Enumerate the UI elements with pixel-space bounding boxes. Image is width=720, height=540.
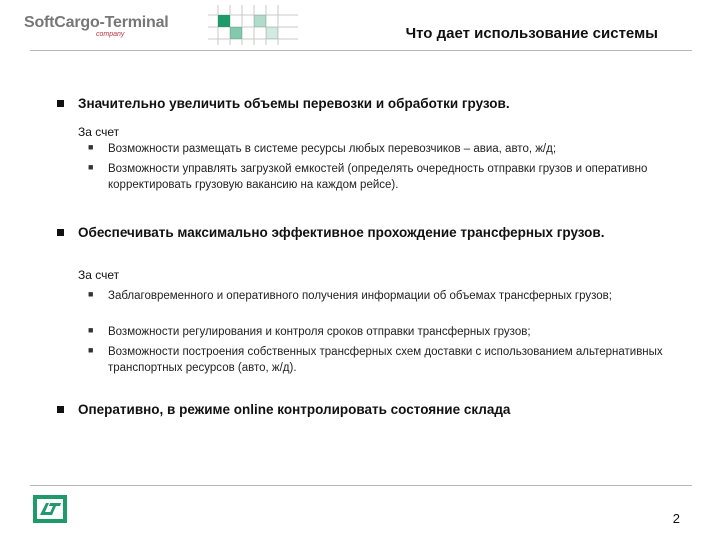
list-item: Возможности размещать в системе ресурсы любых перевозчиков – авиа, авто, ж/д;: [108, 143, 557, 155]
footer-divider: [30, 485, 692, 486]
section-heading: Оперативно, в режиме online контролировать состояние склада: [78, 402, 511, 417]
section-intro: За счет: [78, 268, 120, 282]
sub-bullet-icon: ■: [88, 142, 94, 152]
list-item: Возможности построения собственных трансферных схем доставки с использованием альтернативных транспортных ресурсов (авто, ж/д).: [108, 346, 663, 374]
section-bullet-icon: [57, 100, 64, 107]
section-bullet-icon: [57, 406, 64, 413]
company-logo-icon: [33, 495, 67, 523]
page-number: 2: [672, 511, 680, 526]
list-item: Возможности управлять загрузкой емкостей (определять очередность отправки грузов и оперативно корректировать грузовую вакансию на каждом рейсе).: [108, 163, 648, 191]
logo-text: SoftCargo-Terminal: [24, 14, 169, 31]
sub-bullet-icon: ■: [88, 325, 94, 335]
logo-subtext: company: [96, 31, 125, 38]
title-divider: [30, 50, 692, 51]
sub-bullet-icon: ■: [88, 162, 94, 172]
section-heading: Обеспечивать максимально эффективное прохождение трансферных грузов.: [78, 225, 605, 240]
slide-title: Что дает использование системы: [405, 25, 658, 42]
decorative-grid-icon: [208, 5, 298, 45]
section-heading: Значительно увеличить объемы перевозки и обработки грузов.: [78, 96, 510, 111]
sub-bullet-icon: ■: [88, 289, 94, 299]
section-bullet-icon: [57, 229, 64, 236]
section-intro: За счет: [78, 125, 120, 139]
list-item: Заблаговременного и оперативного получения информации об объемах трансферных грузов;: [108, 290, 612, 302]
list-item: Возможности регулирования и контроля сроков отправки трансферных грузов;: [108, 326, 531, 338]
sub-bullet-icon: ■: [88, 345, 94, 355]
